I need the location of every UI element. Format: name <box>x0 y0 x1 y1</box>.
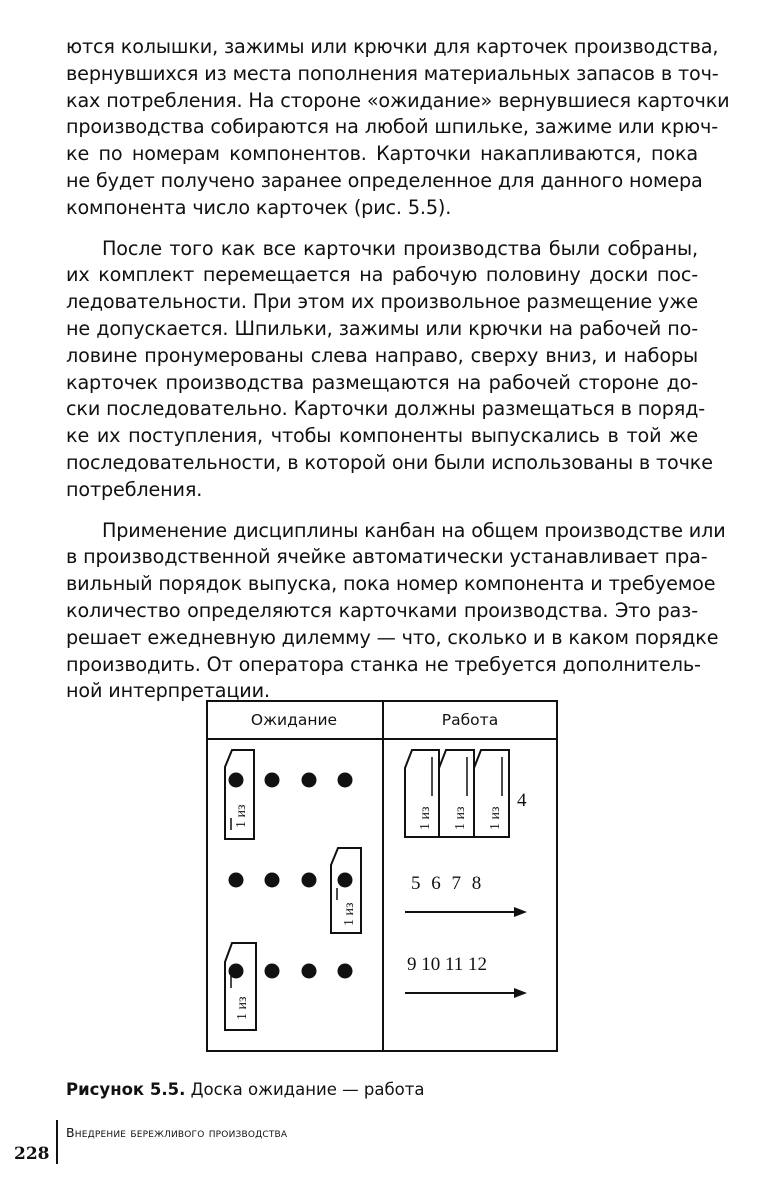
work-positions-row-2: 5 6 7 8 <box>411 873 482 894</box>
text-line: производить. От оператора станка не требуется дополнитель- <box>66 652 701 676</box>
hook-dot <box>338 964 353 979</box>
work-positions-row-3: 9 10 11 12 <box>407 954 488 975</box>
arrow-right-icon <box>405 988 527 998</box>
footer-divider <box>56 1120 58 1164</box>
hook-dot <box>302 964 317 979</box>
waiting-card-1 <box>225 750 254 839</box>
work-column-header: Работа <box>441 711 499 729</box>
work-card-2 <box>439 750 474 837</box>
text-line: количество определяются карточками производства. Это раз- <box>66 598 698 622</box>
card-label: 1 из <box>418 806 433 830</box>
hook-dot <box>302 773 317 788</box>
hook-dot <box>265 964 280 979</box>
card-label: 1 из <box>234 804 249 828</box>
hook-dot <box>229 964 244 979</box>
text-line: вильный порядок выпуска, пока номер компонента и требуемое <box>66 572 716 596</box>
text-line: решает ежедневную дилемму — что, сколько и в каком порядке <box>66 625 719 649</box>
text-line: ледовательности. При этом их произвольное размещение уже <box>66 290 698 314</box>
text-line: производства собираются на любой шпильке, зажиме или крюч- <box>66 115 718 139</box>
work-position-4: 4 <box>517 790 527 811</box>
paragraph-3 <box>66 518 726 706</box>
text-line: ной интерпретации. <box>66 679 270 703</box>
waiting-card-3 <box>225 943 256 1030</box>
text-line: вернувшихся из места пополнения материальных запасов в точ- <box>66 61 719 85</box>
arrow-right-icon <box>405 907 527 917</box>
hook-dot <box>229 873 244 888</box>
text-line: компонента число карточек (рис. 5.5). <box>66 195 452 219</box>
waiting-column-header: Ожидание <box>250 711 338 729</box>
text-line: в производственной ячейке автоматически устанавливает пра- <box>66 545 708 569</box>
text-line: потребления. <box>66 477 203 501</box>
text-line: После того как все карточки производства были собраны, <box>102 236 698 260</box>
card-label: 1 из <box>342 902 357 926</box>
paragraph-1 <box>66 34 730 222</box>
figure-caption <box>66 1080 424 1099</box>
text-line: не будет получено заранее определенное для данного номера <box>66 168 703 192</box>
text-line: ются колышки, зажимы или крючки для карточек производства, <box>66 35 719 58</box>
card-label: 1 из <box>488 806 503 830</box>
hook-dot <box>338 773 353 788</box>
waiting-card-2 <box>331 848 361 933</box>
paragraph-2 <box>66 236 713 504</box>
text-line: последовательности, в которой они были использованы в точке <box>66 450 713 474</box>
running-footer-title <box>66 1125 287 1141</box>
text-line: ке по номерам компонентов. Карточки накапливаются, пока <box>66 142 698 166</box>
waiting-work-board-figure <box>206 700 558 1052</box>
caption-text: Доска ожидание — работа <box>190 1080 425 1099</box>
hook-dot <box>265 873 280 888</box>
work-card-3 <box>474 750 509 837</box>
board-diagram <box>206 700 558 1052</box>
text-line: Применение дисциплины канбан на общем производстве или <box>102 518 726 542</box>
text-line: ках потребления. На стороне «ожидание» вернувшиеся карточки <box>66 88 730 112</box>
text-line: их комплект перемещается на рабочую половину доски пос- <box>66 263 698 287</box>
book-title: Внедрение бережливого производства <box>66 1125 288 1140</box>
work-card-1 <box>405 750 439 837</box>
caption-label: Рисунок 5.5. <box>66 1080 186 1099</box>
text-line: ке их поступления, чтобы компоненты выпускались в той же <box>66 424 698 448</box>
hook-dot <box>265 773 280 788</box>
hook-dot <box>302 873 317 888</box>
text-line: ски последовательно. Карточки должны размещаться в поряд- <box>66 397 706 421</box>
text-line: ловине пронумерованы слева направо, сверху вниз, и наборы <box>66 343 698 367</box>
text-line: не допускается. Шпильки, зажимы или крючки на рабочей по- <box>66 316 698 340</box>
body-text <box>66 34 730 719</box>
page-number: 228 <box>14 1144 50 1164</box>
hook-dot <box>338 873 353 888</box>
hook-dot <box>229 773 244 788</box>
card-label: 1 из <box>453 806 468 830</box>
text-line: карточек производства размещаются на рабочей стороне до- <box>66 370 698 394</box>
card-label: 1 из <box>235 996 250 1020</box>
